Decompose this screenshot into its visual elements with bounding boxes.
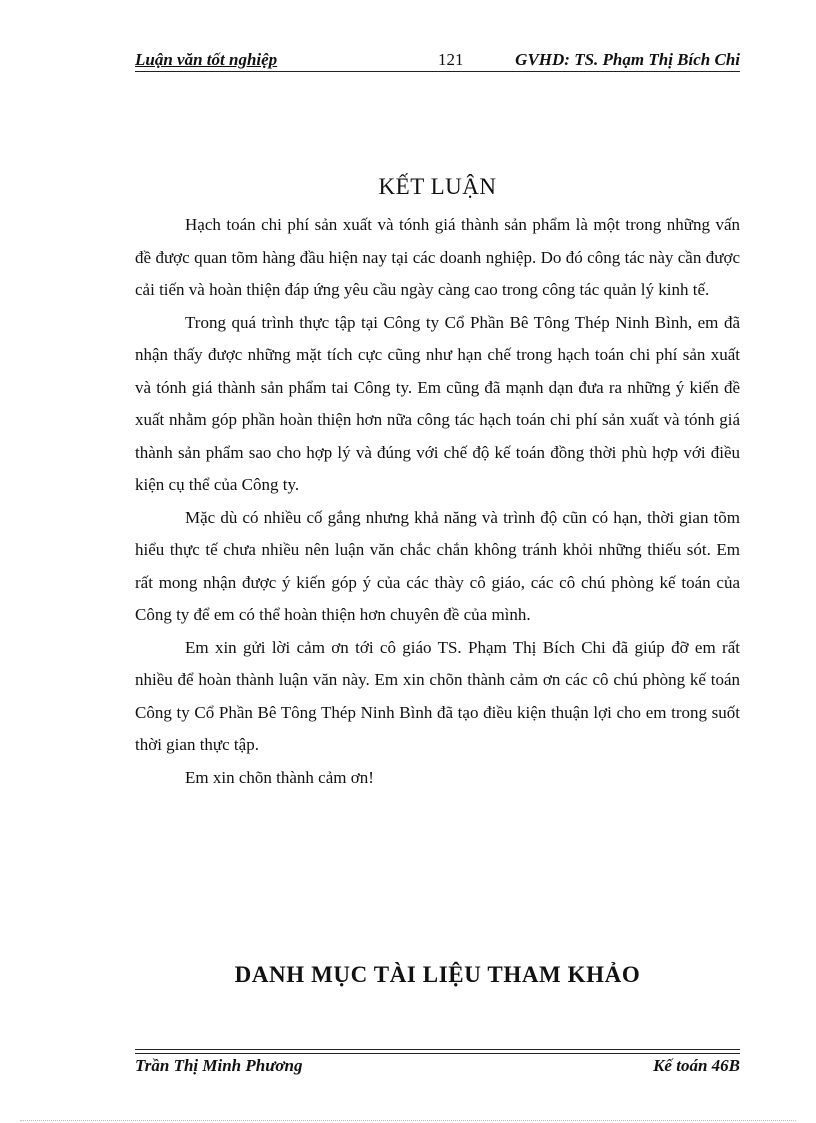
page-bottom-border bbox=[20, 1120, 796, 1121]
paragraph: Em xin chõn thành cảm ơn! bbox=[185, 767, 374, 787]
references-title: DANH MỤC TÀI LIỆU THAM KHẢO bbox=[234, 962, 641, 987]
header-rule bbox=[135, 71, 740, 72]
paragraph: Em xin gửi lời cảm ơn tới cô giáo TS. Phạm Thị Bích Chi đã giúp đỡ em rất nhiều để hoàn thành luận văn này. Em xin chõn thành cảm ơn các cô chú phòng kế toán Công ty Cổ Phần Bê Tông Thép Ninh Bình đã tạo điều kiện thuận lợi cho em trong suốt thời gian thực tập. bbox=[135, 637, 740, 754]
section-title: KẾT LUẬN bbox=[378, 174, 497, 199]
page-number: 121 bbox=[438, 50, 464, 69]
header-thesis-label: Luận văn tốt nghiệp bbox=[135, 50, 278, 69]
page-footer bbox=[135, 1049, 740, 1075]
footer-class: Kế toán 46B bbox=[653, 1056, 740, 1075]
conclusion-body bbox=[135, 209, 740, 794]
page-header bbox=[135, 50, 740, 72]
footer-rule-inner bbox=[135, 1053, 740, 1054]
footer-rule bbox=[135, 1049, 740, 1050]
footer-author: Trần Thị Minh Phương bbox=[135, 1056, 303, 1075]
header-advisor: GVHD: TS. Phạm Thị Bích Chi bbox=[515, 50, 740, 69]
paragraph: Hạch toán chi phí sản xuất và tónh giá thành sản phẩm là một trong những vấn đề được quan tõm hàng đầu hiện nay tại các doanh nghiệp. Do đó công tác này cần được cải tiến và hoàn thiện đáp ứng yêu cầu ngày càng cao trong công tác quản lý kinh tế. bbox=[135, 215, 740, 299]
paragraph: Mặc dù có nhiều cố gắng nhưng khả năng và trình độ cũn có hạn, thời gian tõm hiểu thực tế chưa nhiều nên luận văn chắc chắn không tránh khỏi những thiếu sót. Em rất mong nhận được ý kiến góp ý của các thày cô giáo, các cô chú phòng kế toán của Công ty để em có thể hoàn thiện hơn chuyên đề của mình. bbox=[135, 507, 740, 624]
paragraph: Trong quá trình thực tập tại Công ty Cổ Phần Bê Tông Thép Ninh Bình, em đã nhận thấy được những mặt tích cực cũng như hạn chế trong hạch toán chi phí sản xuất và tónh giá thành sản phẩm tai Công ty. Em cũng đã mạnh dạn đưa ra những ý kiến đề xuất nhằm góp phần hoàn thiện hơn nữa công tác hạch toán chi phí sản xuất và tónh giá thành sản phẩm sao cho hợp lý và đúng với chế độ kế toán đồng thời phù hợp với điều kiện cụ thể của Công ty. bbox=[135, 312, 740, 494]
